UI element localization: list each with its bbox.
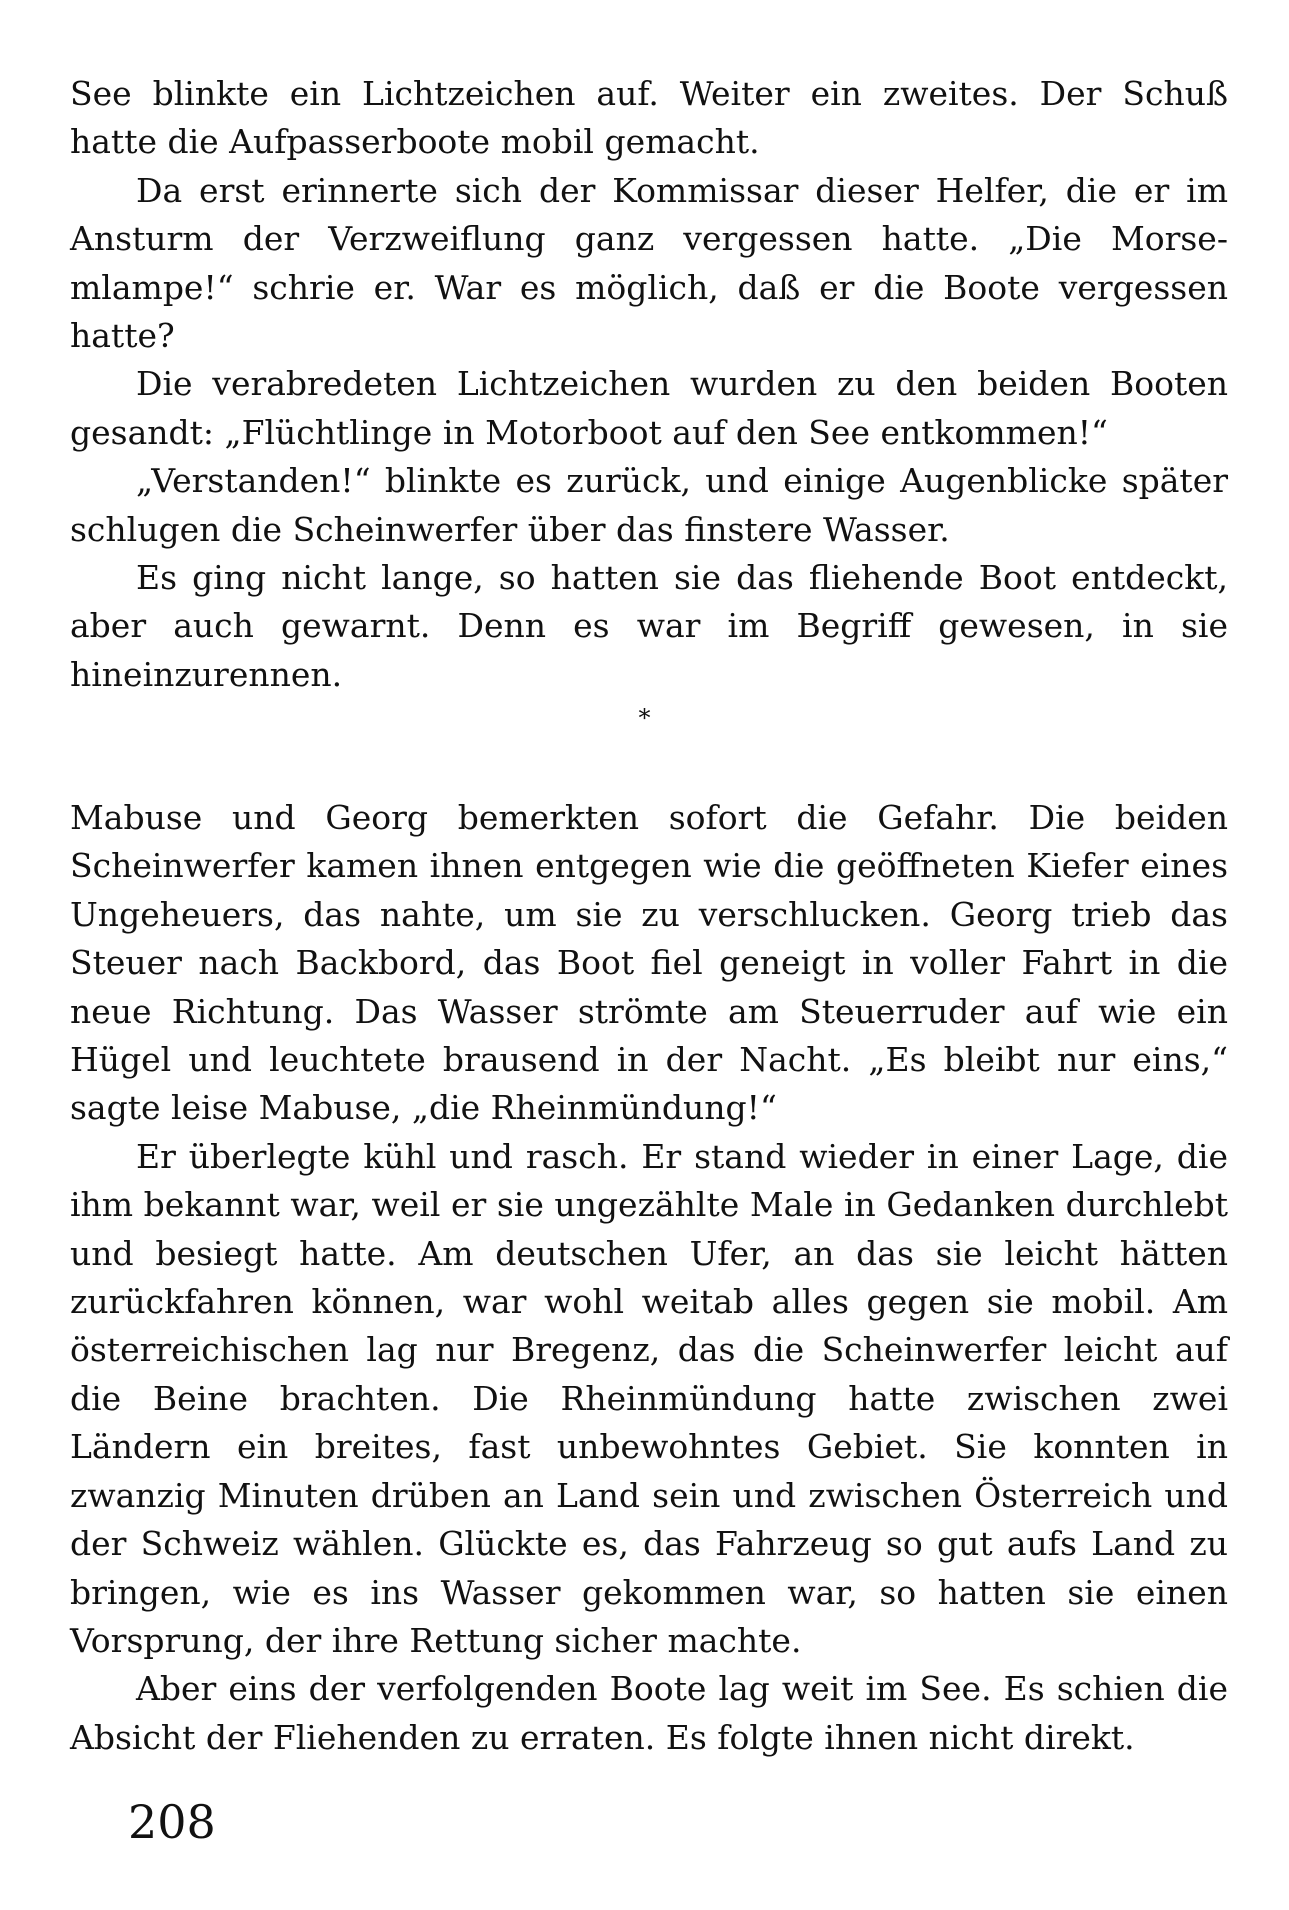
- lower-text-block: [70, 794, 1228, 1762]
- paragraph: Da erst erinnerte sich der Kommissar dieser Helfer, die er im Ansturm der Verzweiflung ganz vergessen hatte. „Die Morsemlampe!“ schrie er. War es möglich, daß er die Boote vergessen hatte?: [70, 170, 1228, 356]
- paragraph-continuation: See blinkte ein Lichtzeichen auf. Weiter ein zweites. Der Schuß hatte die Aufpasserboote mobil gemacht.: [70, 74, 1228, 162]
- paragraph: Aber eins der verfolgenden Boote lag weit im See. Es schien die Absicht der Fliehenden zu erraten. Es folgte ihnen nicht direkt.: [70, 1669, 1228, 1757]
- paragraph: Es ging nicht lange, so hatten sie das fliehende Boot entdeckt, aber auch gewarnt. Denn es war im Begriff gewesen, in sie hineinzurennen.: [70, 558, 1228, 694]
- upper-text-block: [70, 70, 1228, 699]
- paragraph: „Verstanden!“ blinkte es zurück, und einige Augenblicke später schlugen die Scheinwerfer über das finstere Wasser.: [70, 461, 1228, 549]
- section-separator: *: [638, 704, 651, 732]
- page-number: 208: [128, 1795, 216, 1849]
- paragraph: Die verabredeten Lichtzeichen wurden zu den beiden Booten gesandt: „Flüchtlinge in Motorboot auf den See entkommen!“: [70, 364, 1228, 452]
- paragraph: Er überlegte kühl und rasch. Er stand wieder in einer Lage, die ihm bekannt war, weil er sie ungezählte Male in Gedanken durchlebt und besiegt hatte. Am deutschen Ufer, an das sie leicht hätten zurückfahren können, war wohl weitab alles gegen sie mobil. Am österreichischen lag nur Bregenz, das die Scheinwerfer leicht auf die Beine brachten. Die Rheinmündung hatte zwischen zwei Ländern ein breites, fast unbewohntes Gebiet. Sie konnten in zwanzig Minuten drüben an Land sein und zwischen Österreich und der Schweiz wählen. Glückte es, das Fahrzeug so gut aufs Land zu bringen, wie es ins Wasser gekommen war, so hatten sie einen Vorsprung, der ihre Rettung sicher machte.: [70, 1136, 1228, 1660]
- section-opening-paragraph: Mabuse und Georg bemerkten sofort die Gefahr. Die beiden Scheinwerfer kamen ihnen entgegen wie die geöffneten Kiefer eines Ungeheuers, das nahte, um sie zu verschlucken. Georg trieb das Steuer nach Backbord, das Boot fiel geneigt in voller Fahrt in die neue Richtung. Das Wasser strömte am Steuerruder auf wie ein Hügel und leuchtete brausend in der Nacht. „Es bleibt nur eins,“ sagte leise Mabuse, „die Rheinmündung!“: [70, 798, 1228, 1128]
